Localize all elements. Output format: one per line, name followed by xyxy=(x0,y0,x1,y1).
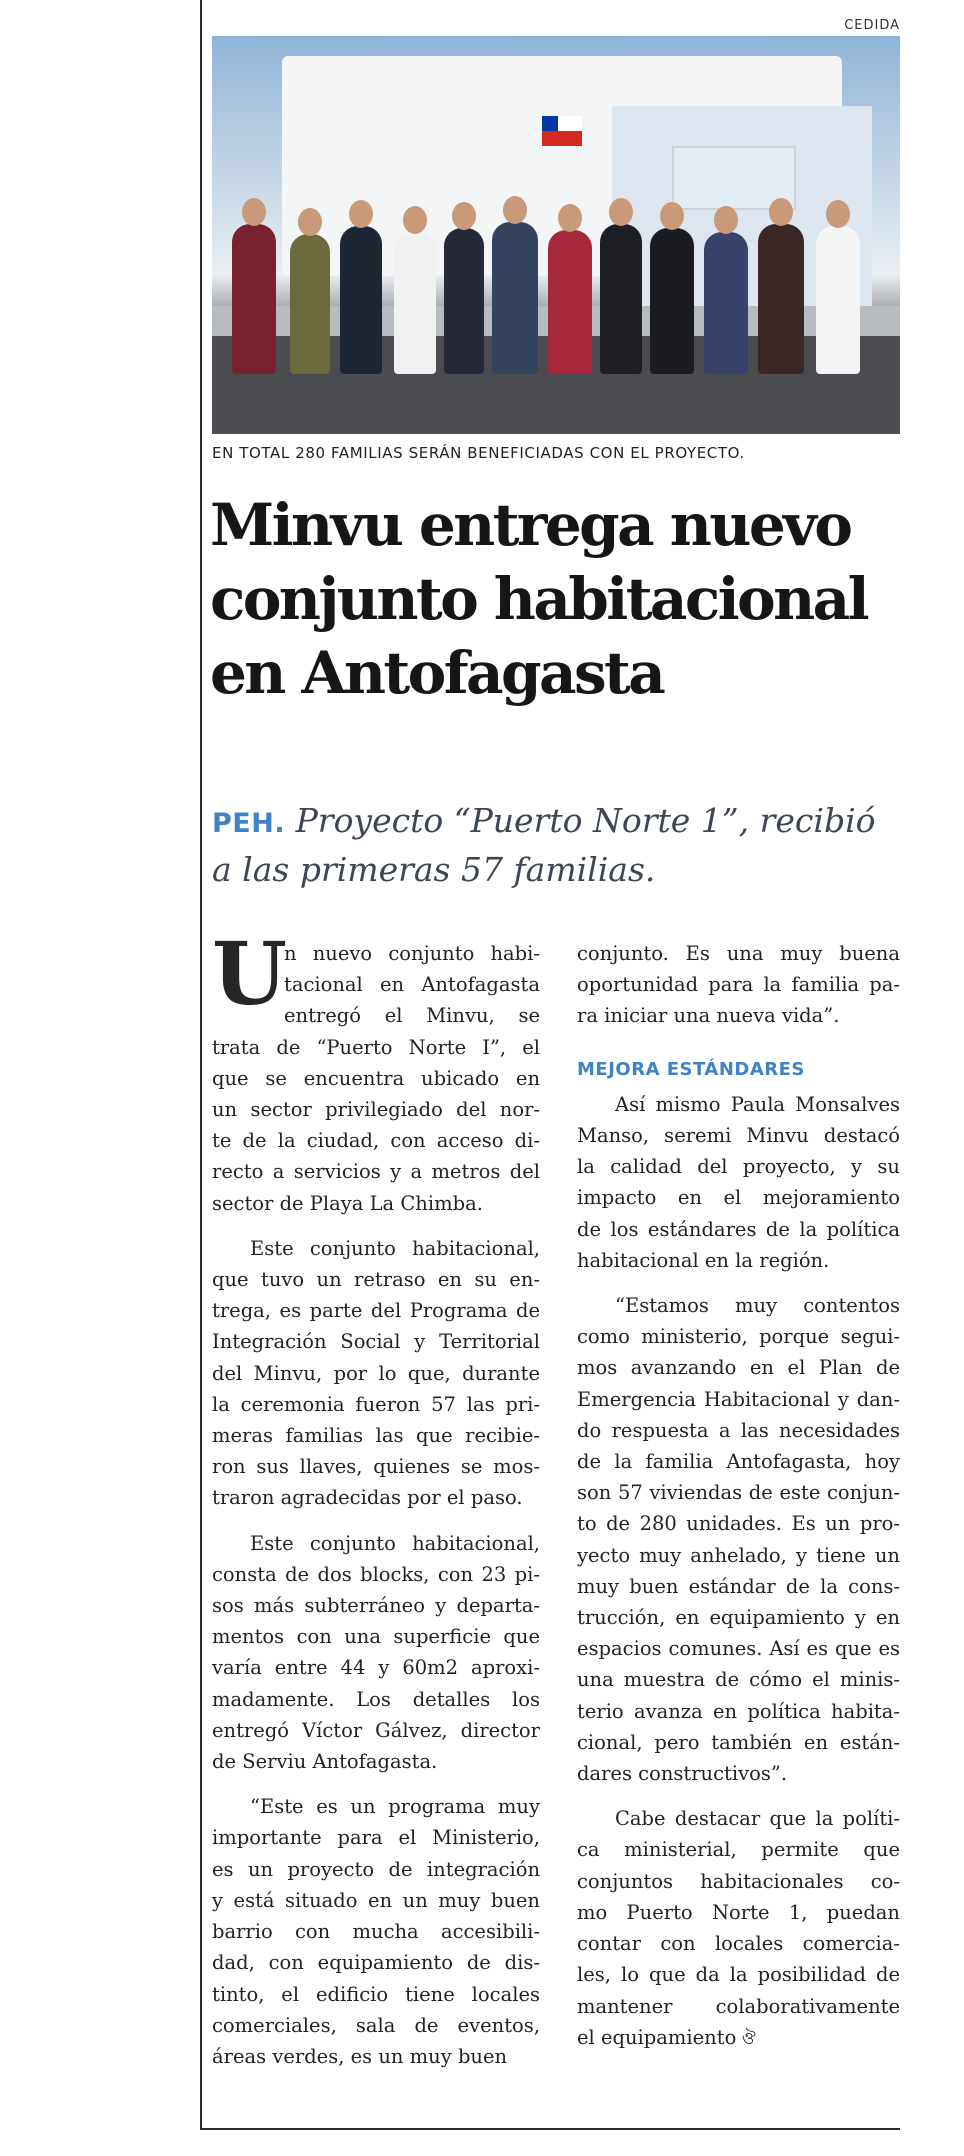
text-line: trucción, en equipamiento y en xyxy=(577,1606,900,1630)
drop-cap: U xyxy=(212,924,287,1025)
text-line: comerciales, sala de eventos, xyxy=(212,2013,540,2037)
paragraph-2 xyxy=(212,1233,540,1514)
text-line: varía entre 44 y 60m2 aproxi- xyxy=(212,1656,540,1680)
photo-person xyxy=(340,226,382,374)
text-line: les, lo que da la posibilidad de xyxy=(577,1963,900,1987)
text-line: muy buen estándar de la cons- xyxy=(577,1574,900,1598)
text-line: to de 280 unidades. Es un pro- xyxy=(577,1512,900,1536)
chile-flag-icon xyxy=(542,116,582,146)
text-line: Emergencia Habitacional y dan- xyxy=(577,1387,900,1411)
text-line: mantener colaborativamente xyxy=(577,1994,900,2018)
text-line: mos avanzando en el Plan de xyxy=(577,1356,900,1380)
paragraph-1 xyxy=(212,924,540,1219)
photo-person xyxy=(704,232,748,374)
text-line: madamente. Los detalles los xyxy=(212,1687,540,1711)
text-line: n nuevo conjunto habi- xyxy=(284,942,540,965)
article-column-right xyxy=(577,938,900,2055)
lead-text: a las primeras 57 familias. xyxy=(212,850,656,889)
photo-person xyxy=(600,224,642,374)
bottom-rule xyxy=(200,2128,900,2130)
text-line: Este conjunto habitacional, xyxy=(250,1531,540,1555)
text-line: que tuvo un retraso en su en- xyxy=(212,1268,540,1292)
text-line: Así mismo Paula Monsalves xyxy=(615,1092,900,1116)
text-line: cional, pero también en están- xyxy=(577,1730,900,1754)
text-line: consta de dos blocks, con 23 pi- xyxy=(212,1562,540,1586)
photo-person xyxy=(232,224,276,374)
text-line: una muestra de cómo el minis- xyxy=(577,1668,900,1692)
text-line: do respuesta a las necesidades xyxy=(577,1418,900,1442)
photo-person xyxy=(650,228,694,374)
text-line: espacios comunes. Así es que es xyxy=(577,1637,900,1661)
text-line: conjuntos habitacionales co- xyxy=(577,1869,900,1893)
paragraph-6 xyxy=(577,1089,900,1276)
text-line: importante para el Ministerio, xyxy=(212,1826,540,1850)
paragraph-8 xyxy=(577,1803,900,2055)
text-line: y está situado en un muy buen xyxy=(212,1888,540,1912)
headline-line: en Antofagasta xyxy=(210,639,664,707)
text-line: la calidad del proyecto, y su xyxy=(577,1155,900,1179)
article-photo xyxy=(212,36,900,434)
text-line: de la familia Antofagasta, hoy xyxy=(577,1450,900,1474)
article-column-left xyxy=(212,924,540,2072)
text-line: que se encuentra ubicado en xyxy=(212,1066,540,1090)
text-line: traron agradecidas por el paso. xyxy=(212,1486,523,1510)
photo-person xyxy=(444,228,484,374)
left-column-rule xyxy=(200,0,202,2130)
paragraph-7 xyxy=(577,1290,900,1789)
lead-text: Proyecto “Puerto Norte 1”, recibió xyxy=(285,801,876,840)
text-line: tacional en Antofagasta xyxy=(284,973,540,997)
text-line: dad, con equipamiento de dis- xyxy=(212,1951,540,1975)
text-line: áreas verdes, es un muy buen xyxy=(212,2044,508,2068)
text-line: conjunto. Es una muy buena xyxy=(577,942,900,965)
text-line: “Estamos muy contentos xyxy=(615,1294,900,1318)
text-line: recto a servicios y a metros del xyxy=(212,1160,540,1184)
photo-person xyxy=(394,232,436,374)
text-line: trega, es parte del Programa de xyxy=(212,1299,540,1323)
photo-person xyxy=(492,222,538,374)
text-line: entregó el Minvu, se xyxy=(284,1004,540,1028)
text-line: un sector privilegiado del nor- xyxy=(212,1098,540,1122)
photo-person xyxy=(758,224,804,374)
photo-credit: CEDIDA xyxy=(844,18,900,33)
text-line: de Serviu Antofagasta. xyxy=(212,1750,438,1774)
text-line: Manso, seremi Minvu destacó xyxy=(577,1124,900,1148)
text-line: son 57 viviendas de este conjun- xyxy=(577,1481,900,1505)
text-line: impacto en el mejoramiento xyxy=(577,1186,900,1210)
photo-person xyxy=(816,226,860,374)
text-line: tinto, el edificio tiene locales xyxy=(212,1982,540,2006)
text-line: Integración Social y Territorial xyxy=(212,1330,540,1354)
text-line: Este conjunto habitacional, xyxy=(250,1236,540,1260)
paragraph-5 xyxy=(577,938,900,1032)
text-line: “Este es un programa muy xyxy=(250,1795,540,1819)
headline-line: Minvu entrega nuevo xyxy=(210,491,851,559)
text-line: Cabe destacar que la políti- xyxy=(615,1807,900,1831)
text-line: terio avanza en política habita- xyxy=(577,1699,900,1723)
text-line: ron sus llaves, quienes se mos- xyxy=(212,1455,540,1479)
text-line: es un proyecto de integración xyxy=(212,1857,540,1881)
text-line: del Minvu, por lo que, durante xyxy=(212,1361,540,1385)
subheading: MEJORA ESTÁNDARES xyxy=(577,1058,805,1080)
text-line: te de la ciudad, con acceso di- xyxy=(212,1129,540,1153)
text-line: la ceremonia fueron 57 las pri- xyxy=(212,1392,540,1416)
photo-person xyxy=(290,234,330,374)
headline-line: conjunto habitacional xyxy=(210,565,868,633)
text-line: entregó Víctor Gálvez, director xyxy=(212,1718,540,1742)
text-line: meras familias las que recibie- xyxy=(212,1424,540,1448)
text-line: trata de “Puerto Norte I”, el xyxy=(212,1035,540,1059)
text-line: el equipamiento ঔ xyxy=(577,2025,756,2049)
text-line: mentos con una superficie que xyxy=(212,1625,540,1649)
text-line: yecto muy anhelado, y tiene un xyxy=(577,1543,900,1567)
photo-caption: EN TOTAL 280 FAMILIAS SERÁN BENEFICIADAS CON EL PROYECTO. xyxy=(212,444,745,462)
text-line: ra iniciar una nueva vida”. xyxy=(577,1004,840,1028)
text-line: habitacional en la región. xyxy=(577,1248,830,1272)
text-line: como ministerio, porque segui- xyxy=(577,1325,900,1349)
article-headline xyxy=(210,488,910,710)
paragraph-3 xyxy=(212,1528,540,1778)
text-line: oportunidad para la familia pa- xyxy=(577,973,900,997)
text-line: de los estándares de la política xyxy=(577,1217,900,1241)
lead-kicker: PEH. xyxy=(212,808,286,839)
text-line: contar con locales comercia- xyxy=(577,1932,900,1956)
paragraph-4 xyxy=(212,1791,540,2072)
text-line: dares constructivos”. xyxy=(577,1762,788,1786)
text-line: sos más subterráneo y departa- xyxy=(212,1594,540,1618)
text-line: mo Puerto Norte 1, puedan xyxy=(577,1900,900,1924)
text-line: ca ministerial, permite que xyxy=(577,1838,900,1862)
photo-person xyxy=(548,230,592,374)
end-mark-icon: ঔ xyxy=(736,2028,756,2049)
text-line: barrio con mucha accesibili- xyxy=(212,1920,540,1944)
text-line: sector de Playa La Chimba. xyxy=(212,1191,483,1215)
article-lead xyxy=(212,798,902,893)
